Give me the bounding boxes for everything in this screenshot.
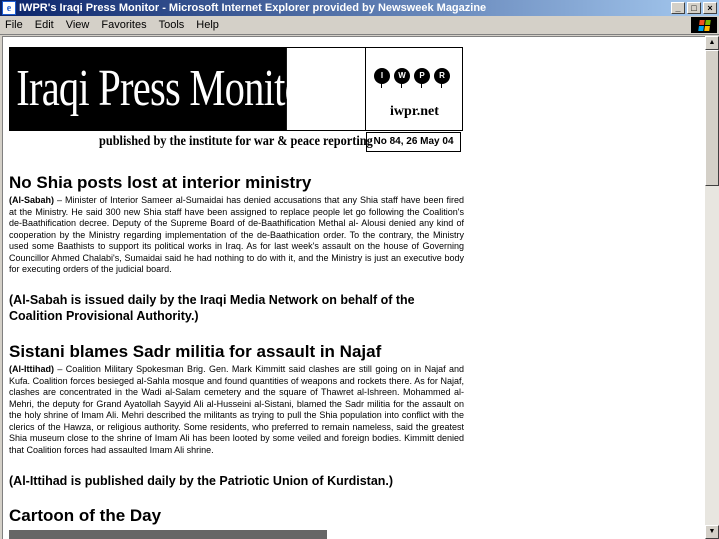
ie-icon: e xyxy=(2,1,16,15)
vertical-scrollbar[interactable] xyxy=(705,36,719,539)
minimize-button[interactable]: _ xyxy=(671,2,685,14)
article-1-body xyxy=(9,195,464,276)
cartoon-title: Cartoon of the Day xyxy=(9,506,162,525)
article-2-source: (Al-Ittihad) xyxy=(9,364,54,374)
menu-favorites[interactable]: Favorites xyxy=(101,19,147,31)
issue-number: No 84, 26 May 04 xyxy=(366,132,461,152)
maximize-button[interactable]: □ xyxy=(687,2,701,14)
logo-letter-i: I xyxy=(374,68,390,84)
masthead xyxy=(9,47,463,131)
menu-help[interactable]: Help xyxy=(196,19,219,31)
article-2-body xyxy=(9,364,464,456)
close-button[interactable]: × xyxy=(703,2,717,14)
article-1-note: (Al-Sabah is issued daily by the Iraqi Media Network on behalf of the Coalition Provisional Authority.) xyxy=(9,293,415,323)
iwpr-logo-box[interactable] xyxy=(365,48,462,130)
masthead-title: Iraqi Press Monitor xyxy=(10,48,287,130)
menu-edit[interactable]: Edit xyxy=(34,19,54,31)
scroll-down-arrow-icon[interactable]: ▼ xyxy=(705,525,719,539)
logo-letter-p: P xyxy=(414,68,430,84)
menu-file[interactable]: File xyxy=(5,19,23,31)
windows-logo-icon xyxy=(691,17,717,33)
iwpr-domain: iwpr.net xyxy=(390,104,439,119)
article-1-title: No Shia posts lost at interior ministry xyxy=(9,173,312,192)
menu-bar xyxy=(0,16,719,35)
window-title: IWPR's Iraqi Press Monitor - Microsoft Internet Explorer provided by Newsweek Magazine xyxy=(19,2,487,14)
scroll-up-arrow-icon[interactable]: ▲ xyxy=(705,36,719,50)
article-1-source: (Al-Sabah) xyxy=(9,195,54,205)
iwpr-logo xyxy=(374,68,450,84)
menu-tools[interactable]: Tools xyxy=(158,19,185,31)
scroll-thumb[interactable] xyxy=(705,50,719,186)
logo-letter-w: W xyxy=(394,68,410,84)
article-2-text: – Coalition Military Spokesman Brig. Gen. Mark Kimmitt said clashes are still going on in Najaf and Kufa. Coalition forces besieged al-Sahla mosque and found quantities of weapons and rockets there. As for Najaf, clashes are concentrated in the Wadi al-Salam cemetery and the square of Thawret al-Ishreen. Mohammed al-Mehri, the deputy for Grand Ayatollah Sayyid Ali al-Husseini al-Sistani, blamed the Sadr militia for the assault on the holy shrine of Imam Ali. Mehri described the militants as trying to pull the Shia population into conflict with the clerics of the Hawza, or religious authority. Some residents, who preferred to remain nameless, said the greatest Shia museum close to the shrine of Imam Ali has been looted by some veiled and foreign bodies. Kimmitt denied that Coalition forces had assaulted Imam Ali shrine. xyxy=(9,364,464,455)
article-2-title: Sistani blames Sadr militia for assault in Najaf xyxy=(9,342,382,361)
page-content xyxy=(2,36,705,539)
publisher-line: published by the institute for war & peace reporting xyxy=(99,134,373,149)
cartoon-image xyxy=(9,530,327,539)
article-1-text: – Minister of Interior Sameer al-Sumaidai has denied accusations that any Shia staff have been fired at the Ministry. He said 300 new Shia staff have been assigned to replace people let go following the Coalition's de-Baathification decree. Deputy of the Supreme Board of de-Baathification Methal al- Alousi denied any kind of cooperation by the Ministry regarding implementation of the de-Baathication order. To the contrary, the Ministry used some Baathists to support its political works in Iraq. As for last week's assault on the house of Governing Councillor Ahmed Chalabi's, Sumaidai said he had nothing to do with it, and the Ministry is just an executive body for executing orders of the judicial board. xyxy=(9,195,464,274)
window-title-bar[interactable] xyxy=(0,0,719,16)
menu-view[interactable]: View xyxy=(65,19,90,31)
article-2-note: (Al-Ittihad is published daily by the Patriotic Union of Kurdistan.) xyxy=(9,474,394,488)
logo-letter-r: R xyxy=(434,68,450,84)
